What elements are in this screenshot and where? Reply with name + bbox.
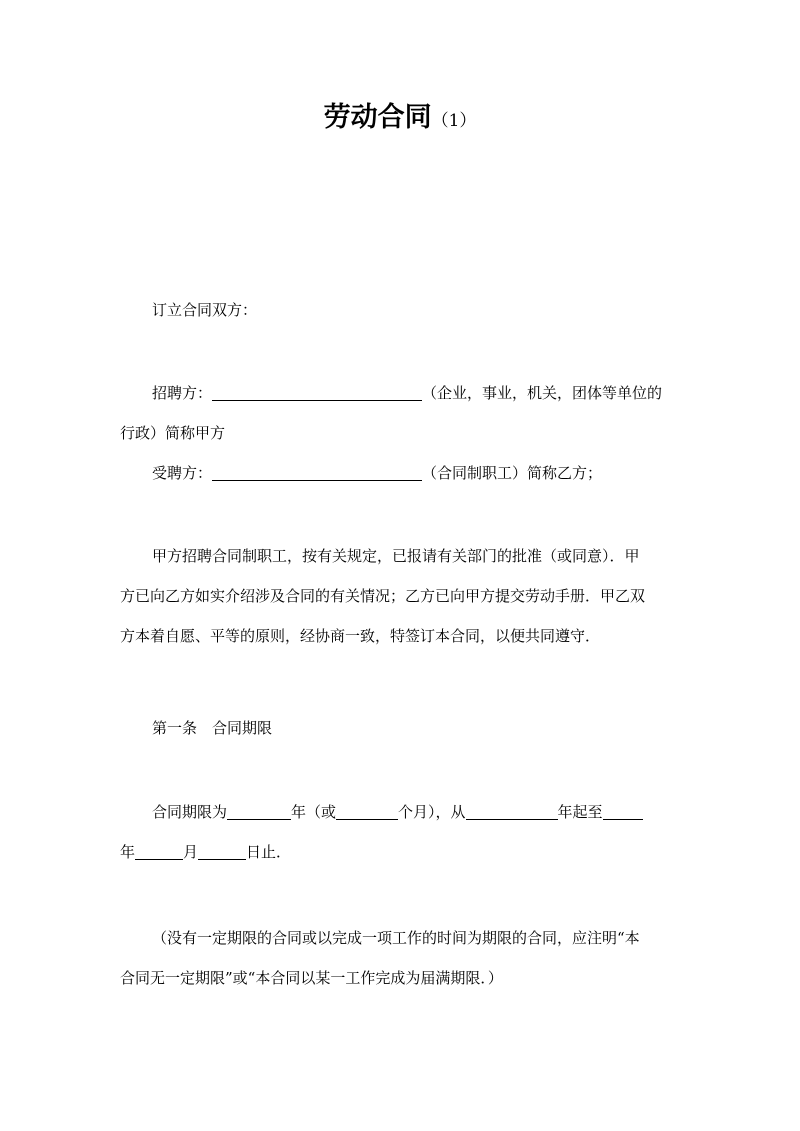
- term-text-1: 合同期限为: [152, 803, 228, 821]
- preamble-line-2: 方已向乙方如实介绍涉及合同的有关情况；乙方已向甲方提交劳动手册．甲乙双: [120, 587, 646, 605]
- parties-heading: 订立合同双方：: [152, 301, 258, 319]
- employer-label: 招聘方：: [152, 384, 213, 402]
- employer-line: [120, 373, 682, 413]
- parties-heading-block: [120, 290, 682, 330]
- note-paragraph: [120, 918, 682, 998]
- term-text-6: 月: [183, 843, 199, 861]
- term-months-blank[interactable]: [336, 801, 398, 820]
- title-main: 劳动合同: [323, 102, 432, 133]
- article1-heading: 第一条 合同期限: [152, 719, 273, 737]
- article1-block: [120, 708, 682, 748]
- term-text-5: 年: [120, 843, 136, 861]
- employee-line: [120, 453, 682, 493]
- end-month-blank[interactable]: [135, 841, 183, 860]
- employer-name-blank[interactable]: [212, 382, 422, 401]
- term-line-2: [120, 832, 682, 872]
- term-text-3: 个月），从: [398, 803, 466, 821]
- employer-block: [120, 373, 682, 493]
- note-line-2: 合同无一定期限”或“本合同以某一工作完成为届满期限．）: [120, 969, 503, 987]
- preamble-paragraph: [120, 536, 682, 656]
- term-text-2: 年（或: [291, 803, 337, 821]
- employee-name-blank[interactable]: [212, 462, 422, 481]
- preamble-line-3: 方本着自愿、平等的原则，经协商一致，特签订本合同，以便共同遵守．: [120, 627, 601, 645]
- term-text-7: 日止．: [246, 843, 292, 861]
- end-year-blank[interactable]: [603, 801, 643, 820]
- employee-label: 受聘方：: [152, 464, 213, 482]
- term-line-1: [120, 792, 682, 832]
- preamble-line-1: 甲方招聘合同制职工，按有关规定，已报请有关部门的批准（或同意）．甲: [152, 547, 640, 565]
- employee-note: （合同制职工）简称乙方；: [422, 464, 603, 482]
- document-title: [0, 98, 800, 141]
- term-paragraph: [120, 792, 682, 872]
- employer-note-line2: 行政）简称甲方: [120, 424, 226, 442]
- term-years-blank[interactable]: [227, 801, 291, 820]
- note-line-1: （没有一定期限的合同或以完成一项工作的时间为期限的合同，应注明“本: [152, 929, 640, 947]
- start-year-blank[interactable]: [466, 801, 558, 820]
- title-suffix: （1）: [431, 111, 477, 131]
- term-text-4: 年起至: [557, 803, 603, 821]
- end-day-blank[interactable]: [198, 841, 246, 860]
- employer-note-line1: （企业，事业，机关，团体等单位的: [422, 384, 663, 402]
